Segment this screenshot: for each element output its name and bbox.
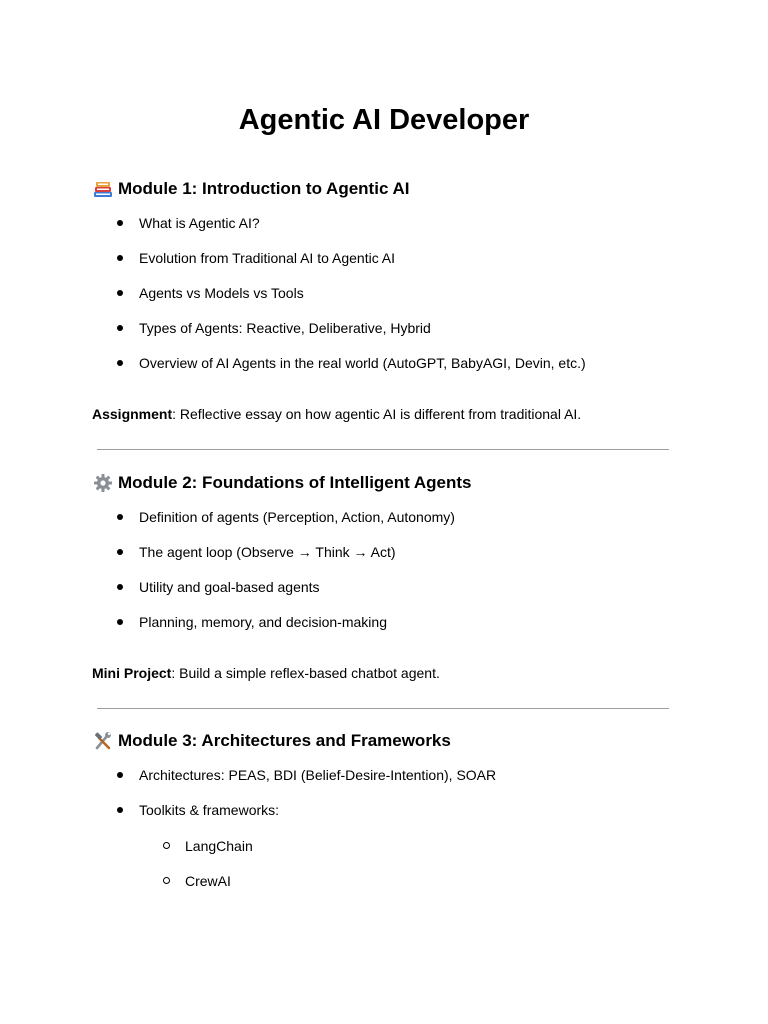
module-heading-text: Module 1: Introduction to Agentic AI [118, 179, 410, 198]
list-item: Evolution from Traditional AI to Agentic AI [92, 248, 586, 283]
note-label: Mini Project [92, 665, 172, 681]
list-item: What is Agentic AI? [92, 213, 586, 248]
note-label: Assignment [92, 406, 173, 422]
list-item: The agent loop (Observe → Think → Act) [92, 542, 455, 577]
gear-icon [92, 473, 114, 493]
module-heading-text: Module 3: Architectures and Frameworks [118, 731, 451, 750]
document-title: Agentic AI Developer [238, 104, 530, 136]
module-2-heading [92, 471, 472, 495]
list-item: Utility and goal-based agents [92, 577, 455, 612]
framework-sublist [139, 836, 253, 906]
sub-list-item: LangChain [139, 836, 253, 871]
module-2-mini-project [92, 663, 440, 683]
list-item: Overview of AI Agents in the real world (AutoGPT, BabyAGI, Devin, etc.) [92, 353, 586, 388]
module-1-assignment [92, 404, 581, 424]
module-heading-text: Module 2: Foundations of Intelligent Agents [118, 473, 472, 492]
list-item: Architectures: PEAS, BDI (Belief-Desire-Intention), SOAR [92, 765, 496, 800]
note-text: : Reflective essay on how agentic AI is different from traditional AI. [172, 406, 582, 422]
module-3-heading [92, 729, 451, 753]
sub-list-item: CrewAI [139, 871, 253, 906]
module-1-heading [92, 177, 410, 201]
note-text: : Build a simple reflex-based chatbot agent. [171, 665, 440, 681]
section-divider [97, 708, 669, 709]
module-3-topics [92, 765, 496, 835]
module-1-topics [92, 213, 586, 388]
list-item: Types of Agents: Reactive, Deliberative, Hybrid [92, 318, 586, 353]
hammer-wrench-icon [92, 731, 114, 751]
books-icon [92, 179, 114, 199]
list-item: Planning, memory, and decision-making [92, 612, 455, 647]
list-item: Toolkits & frameworks: [92, 800, 496, 835]
module-2-topics [92, 507, 455, 647]
list-item: Definition of agents (Perception, Action, Autonomy) [92, 507, 455, 542]
section-divider [97, 449, 669, 450]
list-item: Agents vs Models vs Tools [92, 283, 586, 318]
